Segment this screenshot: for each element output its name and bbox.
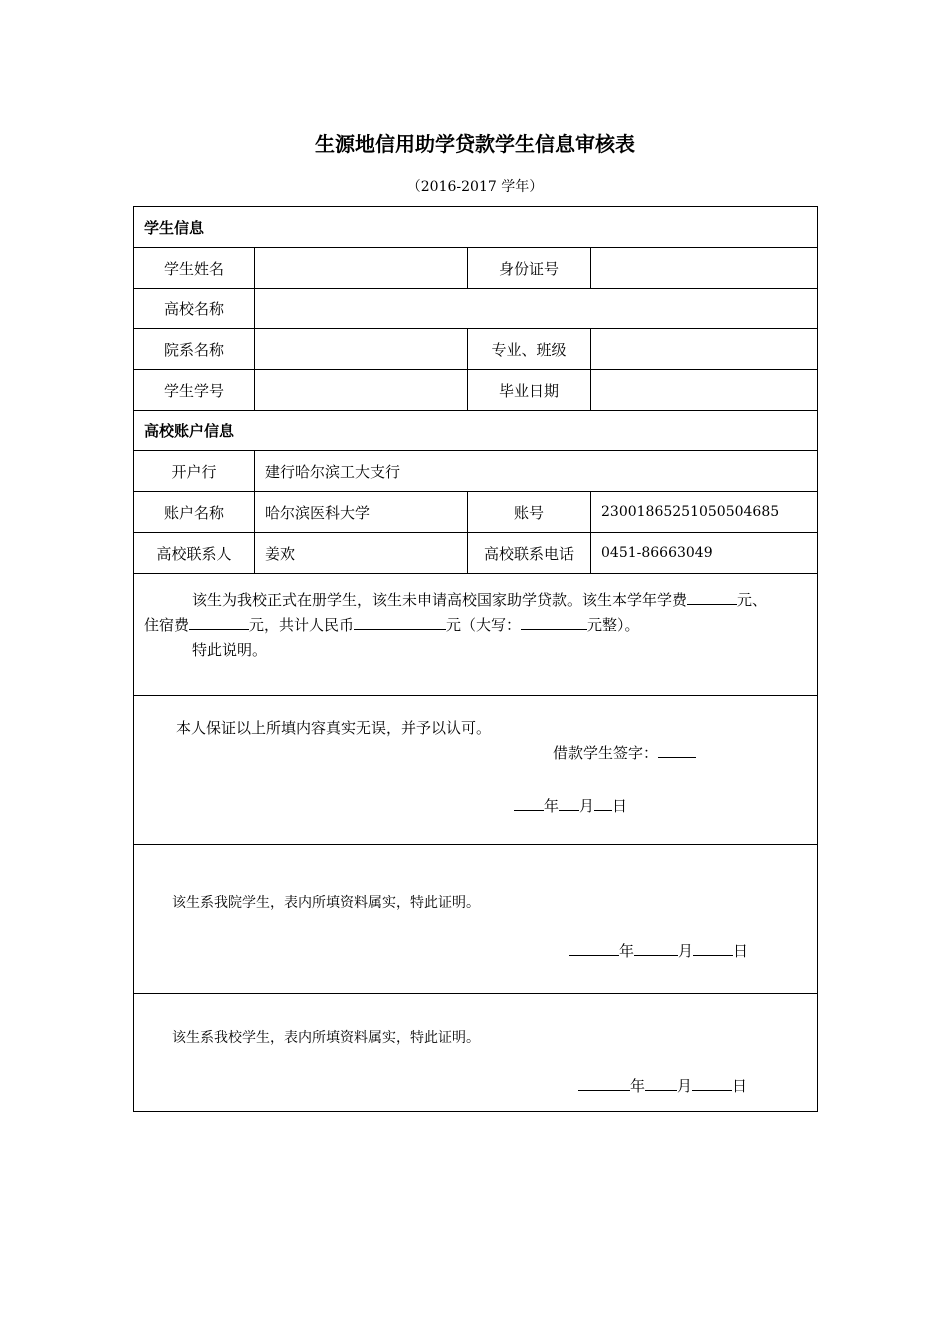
account-number-label: 账号 bbox=[467, 492, 590, 532]
bank-row bbox=[134, 451, 817, 492]
school-month-blank[interactable] bbox=[645, 1075, 677, 1091]
statement-text bbox=[144, 588, 814, 663]
graduation-date-field[interactable] bbox=[590, 370, 819, 410]
school-name-label: 高校名称 bbox=[163, 300, 224, 318]
student-section-row bbox=[134, 207, 817, 248]
statement-line3: 特此说明。 bbox=[192, 641, 268, 659]
name-id-row bbox=[134, 248, 817, 289]
account-number-value: 23001865251050504685 bbox=[590, 492, 819, 532]
dept-year-blank[interactable] bbox=[569, 940, 619, 956]
signature-blank[interactable] bbox=[658, 742, 696, 758]
id-number-label: 身份证号 bbox=[467, 248, 590, 288]
phone-label: 高校联系电话 bbox=[467, 533, 590, 573]
school-row bbox=[134, 289, 817, 329]
dept-cert-row bbox=[134, 845, 817, 994]
student-number-field[interactable] bbox=[254, 370, 467, 410]
dept-cert-text: 该生系我院学生，表内所填资料属实，特此证明。 bbox=[172, 895, 480, 911]
school-cert-text: 该生系我校学生，表内所填资料属实，特此证明。 bbox=[172, 1030, 480, 1046]
year-label: 年 bbox=[630, 1077, 646, 1095]
statement-line2b: 元，共计人民币 bbox=[249, 616, 355, 634]
pledge-year-blank[interactable] bbox=[514, 795, 544, 811]
dept-name-field[interactable] bbox=[254, 329, 467, 369]
student-name-field[interactable] bbox=[254, 248, 467, 288]
bank-label: 开户行 bbox=[171, 462, 217, 481]
lodging-blank[interactable] bbox=[189, 614, 249, 630]
major-class-label: 专业、班级 bbox=[467, 329, 590, 369]
audit-form bbox=[133, 206, 818, 1112]
total-blank[interactable] bbox=[354, 614, 446, 630]
day-label: 日 bbox=[612, 797, 628, 815]
school-day-blank[interactable] bbox=[692, 1075, 732, 1091]
month-label: 月 bbox=[579, 797, 595, 815]
student-section-title: 学生信息 bbox=[144, 218, 205, 237]
dept-month-blank[interactable] bbox=[634, 940, 678, 956]
statement-line1: 该生为我校正式在册学生，该生未申请高校国家助学贷款。该生本学年学费 bbox=[192, 591, 688, 609]
school-name-field[interactable] bbox=[254, 289, 819, 328]
statement-row bbox=[134, 574, 817, 696]
month-label: 月 bbox=[677, 1077, 693, 1095]
dept-major-row bbox=[134, 329, 817, 370]
account-section-title: 高校账户信息 bbox=[144, 422, 235, 440]
school-cert-row bbox=[134, 994, 817, 1111]
signature-line bbox=[553, 741, 696, 766]
contact-value: 姜欢 bbox=[254, 533, 467, 573]
total-uppercase-blank[interactable] bbox=[521, 614, 587, 630]
pledge-date bbox=[514, 794, 627, 819]
id-number-field[interactable] bbox=[590, 248, 819, 288]
school-cert-date bbox=[578, 1074, 747, 1099]
account-name-value: 哈尔滨医科大学 bbox=[254, 492, 467, 532]
pledge-row bbox=[134, 696, 817, 845]
account-section-row bbox=[134, 411, 817, 451]
student-name-label: 学生姓名 bbox=[163, 259, 224, 278]
statement-line2d: 元整）。 bbox=[587, 616, 640, 634]
pledge-month-blank[interactable] bbox=[559, 795, 579, 811]
major-class-field[interactable] bbox=[590, 329, 819, 369]
year-label: 年 bbox=[544, 797, 560, 815]
statement-line2a: 住宿费 bbox=[144, 616, 190, 634]
academic-year: （2016-2017 学年） bbox=[406, 179, 544, 195]
dept-cert-date bbox=[569, 939, 748, 964]
signature-label: 借款学生签字： bbox=[553, 744, 659, 762]
contact-row bbox=[134, 533, 817, 574]
graduation-date-label: 毕业日期 bbox=[467, 370, 590, 410]
tuition-blank[interactable] bbox=[687, 589, 737, 605]
pledge-text: 本人保证以上所填内容真实无误，并予以认可。 bbox=[176, 719, 492, 737]
dept-name-label: 院系名称 bbox=[163, 340, 224, 359]
sid-grad-row bbox=[134, 370, 817, 411]
dept-day-blank[interactable] bbox=[693, 940, 733, 956]
statement-unit1: 元、 bbox=[737, 591, 768, 609]
student-number-label: 学生学号 bbox=[163, 381, 224, 400]
year-label: 年 bbox=[619, 942, 635, 960]
form-title: 生源地信用助学贷款学生信息审核表 bbox=[315, 132, 635, 156]
day-label: 日 bbox=[732, 1077, 748, 1095]
month-label: 月 bbox=[678, 942, 694, 960]
pledge-day-blank[interactable] bbox=[594, 795, 612, 811]
contact-label: 高校联系人 bbox=[156, 544, 232, 563]
statement-line2c: 元（大写： bbox=[446, 616, 522, 634]
phone-value: 0451-86663049 bbox=[590, 533, 819, 573]
day-label: 日 bbox=[733, 942, 749, 960]
bank-value: 建行哈尔滨工大支行 bbox=[254, 451, 819, 491]
account-row bbox=[134, 492, 817, 533]
school-year-blank[interactable] bbox=[578, 1075, 630, 1091]
account-name-label: 账户名称 bbox=[163, 503, 224, 522]
